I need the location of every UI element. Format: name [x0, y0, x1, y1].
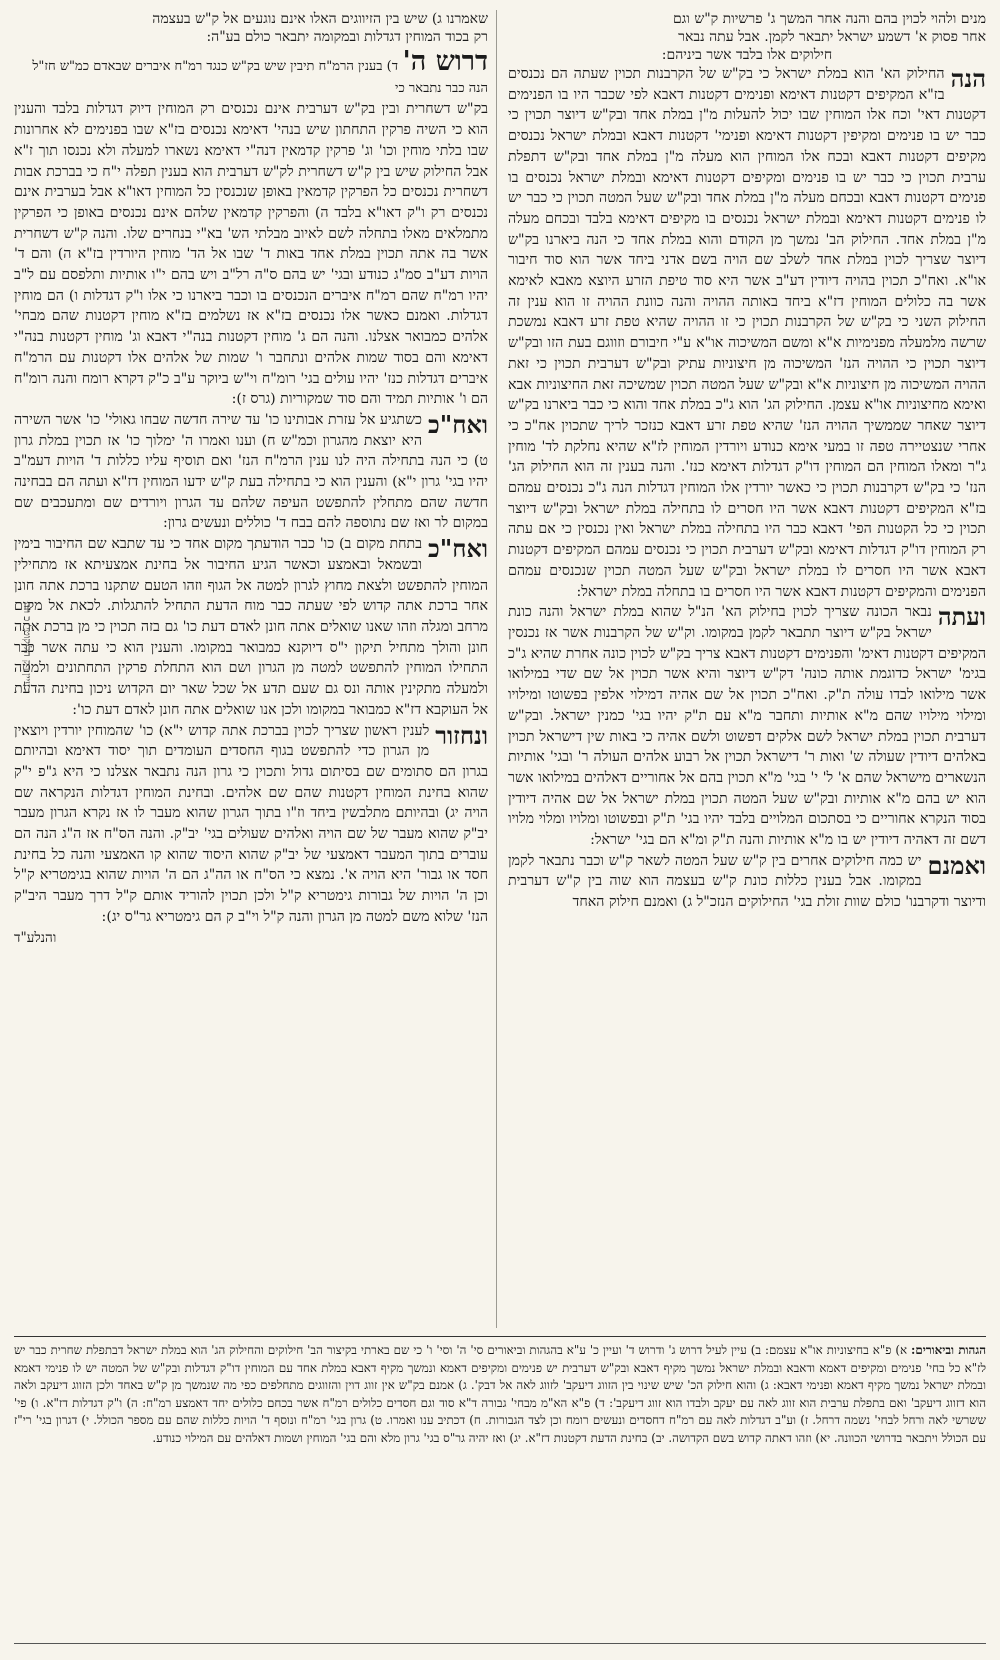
book-page: [14, 10, 986, 1650]
drush-heading: [14, 46, 488, 99]
footnotes: [14, 1342, 986, 1642]
section-veachach-2: [14, 534, 488, 720]
section-veachach-2-text: בתחת מקום ב) כו' כבר הודעתך מקום אחד כי עד שתבא שם החיבור בימין ובשמאל ובאמצע וכאשר הגיע החיבור אל בחינת אמצעיתא אז מתחילין המוחין להתפשט ולצאת מחוץ לגרון למטה אל הגוף וזהו הטעם שתקנו ברכת אתה חונן אחר ברכת אתה קדוש לפי שעתה כבר מוח הדעת התחיל להתגלות. לכאת אל מקום מרחב ומגלה וזהו שאנו שואלים אתה חונן לאדם דעת כו' גם בזה תכוין כי מן ברכת אתה חונן והולך מתחיל תיקון י"ס דיוקנא כמבואר במקומו. והענין הוא כי עתה אשר כבר התחילו המוחין להתפשט למטה מן הגרון ושם הוא התחלת פרקין התחתונים ולמטה ולמעלה מתקינין אותה ונס גם שעם תדע אל שכל שאר יום הקדוש ניכון בחינת הדעת אל העוקבא דז"א כמבואר במקומו ולכן אנו שואלים אתה חונן לאדם דעת כו':: [14, 536, 488, 718]
handwritten-margin-note: עיין רק הליקוטי' כ וזה: [21, 602, 32, 687]
lead-word-venachzor: ונחזור: [435, 720, 488, 750]
section-hinei: [508, 64, 986, 602]
lead-word-veamnam: ואמנם: [927, 850, 986, 880]
closing-abbreviation: והנלע"ד: [14, 929, 57, 946]
lead-word-veachach-1: ואח"כ: [428, 409, 488, 439]
lead-word-hinei: הנה: [950, 64, 986, 93]
lead-word-veachach-2: ואח"כ: [428, 534, 488, 564]
left-column: [14, 10, 488, 1328]
bottom-rule: [14, 1643, 986, 1644]
drush-subtitle: ד) בענין הרמ"ח תיבין שיש בק"ש כנגד רמ"ח איברים שבאדם כמ"ש חז"ל הנה כבר נתבאר כי: [32, 59, 488, 96]
section-hinei-text: החילוק הא' הוא במלת ישראל כי בק"ש של הקרבנות תכוין שעתה הם נכנסים בז"א המקיפים דקטנות דאימא ופנימים דקטנות דאבא לפי שכבר היו בו הפנימים דקטנות דאי' וכח אלו המוחין שבו יכול להעלות מ"ן במלת אחד ובק"ש דיוצר תכוין כי כבר יש בו פנימים ומקיפין דקטנות דאימא ופנימי' דקטנות דאבא ובמלת ישראל נכנסים מקיפים דקטנות דאבא ובכח אלו המוחין הוא מעלה מ"ן במלת אחד ובק"ש דתפלת ערבית תכוין כי כבר יש בו פנימים ומקיפים דקטנות דאימא ובמלת ישראל נכנסים בו פנימים דקטנות דאבא ובכחם מעלה מ"ן במלת אחד ובק"ש שעל המטה תכוין כי כבר יש לו פנימים דקטנות דאימא ובמלת ישראל נכנסים בו מקיפים דאימא בלבד ובכחם מעלה מ"ן במלת אחד. החילוק הב' נמשך מן הקודם והוא במלת אחד כי הנה ביארנו בק"ש דיוצר שצריך לכוין במלת אחד לשלב שם הויה בשם אדני ביחד אשר הוא סוד חיבור או"א. ואח"כ תכוין בהויה דיודין דע"ב אשר היא סוד טיפת הזרע היוצא מאבא לאימא אשר בה כלולים המוחין דז"א ביחד באותה ההויה והנה כוונת ההויה זו הוא ענין זה החילוק השני כי בק"ש של הקרבנות תכוין כי זו ההויה שהיא טפת זרע דאבא נמשכת שרשה מלמעלה מפנימיות א"א ומשם המשיכוה או"א ע"י חיבורם וזווגם בעת הזו ובק"ש דיוצר תכוין כי ההויה הנז' המשיכוה מן חיצוניות עתיק ובק"ש דערבית תכוין כי זאת ההויה המשיכוה מן חיצוניות א"א ובק"ש שעל המטה תכוין שמשיכה זאת החיצוניות אבא ואימא מחיצוניות או"א עצמן. החילוק הג' הוא ג"כ במלת אחד והוא כי כבר ביארנו בק"ש דיוצר שאחר שממשיך ההויה הנז' שהיא טפת זרע דאבא כנזכר לריך שתכוין אח"כ כי אחרי שנצטיירה טפה זו במעי אימא כנודע ויורדין המוחין לז"א שהיא נחלקת לד' מוחין ג"ר ומאלו המוחין הם המוחין דו"ק דגדלות דאימא כנז'. והנה בענין זה הוא החילוק הג' הנז' כי בק"ש דקרבנות תכוין כי כאשר יורדין אלו המוחין דגדלות הנה ג"כ נכנסים עמהם בז"א המקיפים דקטנות דאבא אשר היו חסרים לו בתחילה במלת ישראל ובק"ש דיוצר תכוין כי כל הקטנות הפי' דאבא כבר היו בתחילה במלת ישראל ואין נכנסין כי אם עתה רק המוחין דו"ק דגדלות דאימא ובק"ש דערבית תכוין כי נכנסים עמהם המקיפים דקטנות דאבא אשר היו חסרים לו במלת ישראל ובק"ש שעל המטה תכוין שנכנסים עמהם הפנימים והמקיפים דקטנות דאבא אשר היו חסרים בו בתחלה במלת ישראל:: [508, 66, 986, 600]
left-line-2: רק בכוד המוחין דגדלות ובמקומה יתבאר כולם בע"ה:: [206, 29, 488, 45]
footnotes-text: א) פ"א בחיצוניות או"א עצמם: ב) עיין לעיל דרוש ג' ודרוש ד' ועיין כ' ע"א בהגהות וביאורים סי' ה' וסי' ו' כי שם בארתי בקיצור הב' חילוקים והחילוק הג' הוא במלת ישראל דבתפלת שחרית כבר יש לז"א כל בחי' פנימים ומקיפים דאמא ודאבא ובמלת ישראל נמשך מקיף דאבא ובק"ש דערבית יש פנימים ומקיפים דאמא ונמשך מקיף דאבא במלת אחד עם המוחין דו"ק דגדלות ובק"ש של המטה יש לו פנימי דאמא ובמלת ישראל נמשך מקיף דאמא ופנימי דאבא: ג) והוא חילוק הכ' שיש שינוי בין הזווג דיעקב' לזווג לאה אל דבק'. ג) אמנם בק"ש אין זווג דוין והזווגים מתחלפים כפי מה שנמשך מן ק"ש באחד ולכן הזווג דיעקב ולאה הוא דזווג דיעקב' ואם בתפלת ערבית הוא זווג לאה עם יעקב ולבדו הוא זווג דיעקב': ד) פ"א הא"מ מבחי' גבורה ד"א סוד וגם חסדים כלולים רמ"ח אשר בכחם כלולים יחד דאמצע רמ"ח: ה) ו"ק דגדלות דז"א. ו) פי' ששרשי לאה ורחל לבחי' נשמה דרחל. ז) וע"ב דגדלות לאה עם רמ"ח דחסדים ונעשים רומח וכן לצד הגבורות. ח) דכתיב ענו ואמרו. ט) גרון בגי' רמ"ח ונוסף ד' הויות כללות שהם עם מספר הכולל. י) דגרון בגי' רי"ז עם הכולל ויתבאר בדרושי הכוונה. יא) וזהו דאתה קדוש בשם הקדושה. יב) בחינת הדעת דקטנות דז"א. יג) ואז יהיה גר"ס בגי' גרון מלא והם בגי' המוחין ושמות דאלהים עם המילוי כנודע.: [14, 1343, 986, 1445]
lead-word-veata: ועתה: [937, 602, 986, 632]
drush-body: בק"ש דשחרית ובין בק"ש דערבית אינם נכנסים רק המוחין דיוק דגדלות בלבד והענין הוא כי השיה פרקין התחתון שיש בנהי' דאימא נכנסים בז"א שבו בפנימים לא אחרונות שבו בלתי מוחין וכו' וג' פרקין קדמאין דנה"י דאימא נשארו למעלה ולא נכנסו תוך ז"א אבל החילוק שיש בין ק"ש דשחרית לק"ש דערבית הוא בענין תפלה י"ח כי בברכת אבות דשחרית נכנסים כל הפרקין קדמאין באופן שנכנסין כל המוחין דאו"א אבל בערבית אינם נכנסים רק ו"ק דאו"א בלבד ה) והפרקין קדמאין שלהם אינם נכנסים באופן כי הפרקין מתמלאים מאלו בתחלה לשם לאיוב מבלתי הש' בא"י בנחרים שלו. והנה ק"ש דשחרית אשר בה אתה תכוין במלת אחד באות ד' שבו אל הד' מוחין היורדין בז"א ה) והם ד' הויות דע"ב סמ"ג כנודע ובגי' יש בהם ס"ה רל"ב ויש בהם י"ו אותיות ותלפסם עם ל"ב יהיו רמ"ח שהם רמ"ח איברים הנכנסים בו וכבר ביארנו כי אלו ו"ק דגדלות ו) הם מוחין דגדלות. ואמנם כאשר אלו נכנסים בז"א אז נשלמים בז"א מוחין דקטנות שהם מבחי' אלהים כמבואר אצלנו. והנה הם ג' מוחין דקטנות בנה"י דאבא וג' מוחין דקטנות בנה"י דאימא והם בסוד שמות אלהים ונתחבר ו' שמות של אלהים אלו דקטנות עם הרמ"ח איברים דגדלות כנז' יהיו עולים בגי' רומ"ח וי"ש ביוקר ע"ב כ"ק דקרא רומח והנה רומ"ח הם ו' אותיות תמיד והם סוד שמקוריות (גרס ז):: [14, 101, 488, 408]
section-veachach-1: [14, 410, 488, 534]
section-veata-text: נבאר הכונה שצריך לכוין בחילוק הא' הנ"ל שהוא במלת ישראל והנה כונת ישראל בק"ש דיוצר תתבאר לקמן במקומו. וק"ש של הקרבנות אשר אז נכנסין המקיפים דקטנות דאימ' והפנימים דקטנות דאבא צריך בק"ש לכוין כונה אחרת שהיא ג"כ בגימ' ישראל כדוגמת אותה כונה' דק"ש דיוצר והיא אשר תכוין אל שם שדי במילואו אשר מילואו לבדו עולה ת"ק. ואח"כ תכוין אל שם אהיה דמילוי אלפין בפשוטו ומילויו ומילוי מילויו שהם מ"א אותיות ותחבר מ"א עם ת"ק יהיו בגי' כמנין ישראל. ובק"ש דערבית תכוין במלת ישראל לשם אלקים דפשוט ולשם אהיה כי באות שין דישראל תכוין באלהים דיודין שעולה ש' ואות ר' דישראל תכוין אל רבוע אלהים העולה ר' ובגי' אותיות הנשארים מישראל שהם א' ל' י' בגי' מ"א תכוין בהם אל אחוריים דאלהים במילואו אשר הוא יש בהם מ"א אותיות ובק"ש שעל המטה תכוין במלת ישראל אל שם אהיה דיודין בסוד הנקרא אחוריים כי בסתכום המלויים בלבד יהיו בגי' ת"ק ובפשוטו ומלויו ומלוי מלויו דשם זה דאהיה דיודין יש בו מ"א אותיות והנה ת"ק ומ"א הם בגי' ישראל:: [508, 604, 986, 849]
intro-line-2: אחר פסוק א' דשמע ישראל יתבאר לקמן. אבל עתה נבאר: [678, 29, 986, 45]
drush-title: דרוש ה': [402, 46, 488, 77]
section-venachzor: [14, 721, 488, 928]
section-veata: [508, 602, 986, 850]
left-line-1: שאמרנו ג) שיש בין הזיווגים האלו אינם נוגעים אל ק"ש בעצמה: [152, 11, 488, 27]
section-veamnam: [508, 851, 986, 913]
section-veachach-1-text: כשתגיע אל עזרת אבותינו כו' עד שירה חדשה שבחו גאולי' כו' אשר השירה היא יוצאת מהגרון וכמ"ש ח) וענו ואמרו ה' ימלוך כו' אז תכוין במלת גרון ט) כי הנה בתחילה היה לנו ענין הרמ"ח הנז' ואם תוסיף עליו כללות ד' הויות דעמ"ב יהיו בגי' גרון י"א) והענין הוא כי בתחילה בעת ק"ש ידעו המוחין דז"א ועתה הם בבחינה חדשה שהם מתחלין להתפשט העיפה שלהם עד הגרון ויורדים שם ומתעכבים שם במקום לר ואז שם נתוספה להם בבח ד' כוללים ונעשים גרון:: [14, 411, 488, 532]
section-venachzor-text: לענין ראשון שצריך לכוין בברכת אתה קדוש י"א) כו' שהמוחין יורדין ויוצאין מן הגרון כדי להתפשט בגוף החסדים העומדים תוך יסוד דאימא ובהיותם בגרון הם סתומים שם בסיתום גדול ותכוין כי גרון הנה נתבאר אצלנו כי היא ג"פ י"ק שהוא בחינת המוחין דקטנות שהם שם אלהים. ובחינת המוחין דגדלות הנקראה שם הויה יג) ובהיותם מתלבשין ביחד וז"ו בתוך הגרון שהוא מעבר לו אז נקרא הגרון מעבר יב"ק שהוא מעבר של שם הויה ואלהים שעולים בגי' יב"ק. והנה הס"ח אז ה"ג הנה הם עוברים בתוך המעבר דאמצעי של יב"ק שהוא היסוד שהוא קו האמצעי והנה כל בחינת חסד או גבור' היא הויה א'. נמצא כי הס"ח או הה"ג הם ה' הויות שהוא בגימטריא ק"ל וכן ה' הויות של גבורות גימטריא ק"ל ולכן תכוין להוריד אותם ק"ל דרך מעבר היב"ק הנז' שלוא משם למטה מן הגרון והנה ק"ל וי"ב ק הם גימטריא גר"ס יג):: [14, 722, 488, 925]
right-column: [508, 10, 986, 1328]
intro-line-3: חילוקים אלו בלבד אשר ביניהם:: [661, 47, 833, 63]
notes-divider: [14, 1336, 986, 1337]
section-veamnam-text: יש כמה חילוקים אחרים בין ק"ש שעל המטה לשאר ק"ש וכבר נתבאר לקמן במקומו. אבל בענין כללות כונת ק"ש בעצמה הוא שוה בין ק"ש דערבית ודיוצר ודקרבנו' כולם שוות זולת בגי' החילוקים הנזכ"ל ג) ואמנם חילוק האחד: [508, 852, 986, 911]
intro-line-1: מנים ולהוי לכוין בהם והנה אחר המשך ג' פרשיות ק"ש וגם: [672, 11, 986, 27]
column-divider: [496, 10, 497, 1328]
footnotes-label: הגהות וביאורים:: [911, 1343, 986, 1357]
